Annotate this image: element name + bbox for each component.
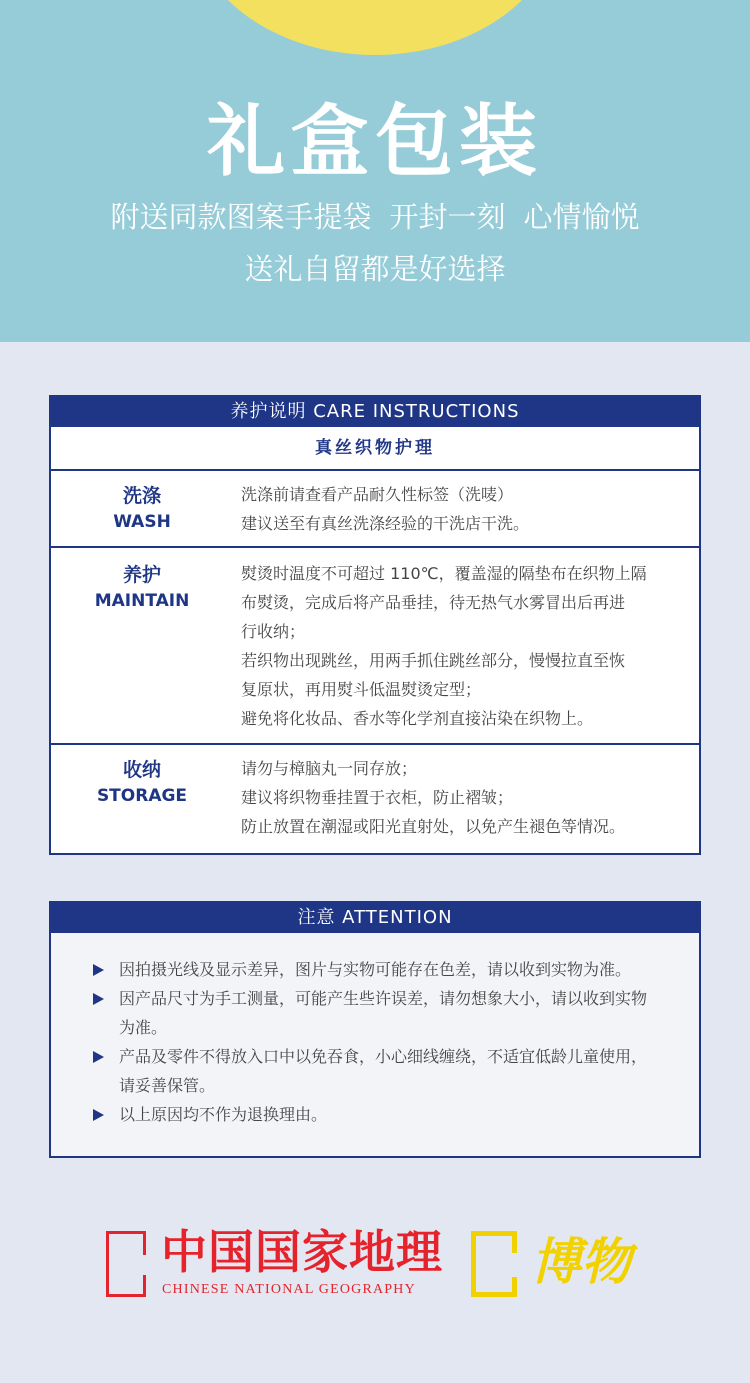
attention-text-line: 以上原因均不作为退换理由。	[119, 1105, 328, 1124]
banner-subtitle-part1: 附送同款图案手提袋	[110, 200, 372, 234]
care-row-text	[241, 754, 681, 841]
cng-logo-cn-text: 中国国家地理	[161, 1225, 443, 1279]
attention-text-line: 为准。	[119, 1018, 168, 1037]
bowu-frame-icon	[471, 1231, 517, 1297]
care-row-text	[241, 559, 681, 733]
cng-logo-en-text: CHINESE NATIONAL GEOGRAPHY	[162, 1282, 416, 1297]
care-text-line: 行收纳；	[241, 622, 306, 641]
bowu-logo-text: 博物	[531, 1233, 631, 1291]
care-instructions-panel	[49, 395, 701, 855]
care-label-en: STORAGE	[96, 786, 188, 806]
gift-box-banner	[0, 0, 750, 342]
attention-item	[91, 955, 669, 984]
sun-decoration	[190, 0, 560, 55]
care-text-line: 请勿与樟脑丸一同存放；	[241, 759, 418, 778]
care-label-cn: 洗涤	[122, 485, 161, 507]
care-label-cn: 养护	[122, 564, 161, 586]
care-label-en: MAINTAIN	[94, 591, 190, 611]
care-text-line: 复原状，再用熨斗低温熨烫定型；	[241, 680, 482, 699]
triangle-bullet-icon	[93, 1109, 104, 1121]
care-text-line: 建议将织物垂挂置于衣柜，防止褶皱；	[241, 788, 514, 807]
attention-panel	[49, 901, 701, 1158]
care-text-line: 防止放置在潮湿或阳光直射处，以免产生褪色等情况。	[241, 817, 626, 836]
brand-logos	[0, 1225, 750, 1303]
care-text-line: 避免将化妆品、香水等化学剂直接沾染在织物上。	[241, 709, 594, 728]
attention-item	[91, 1100, 669, 1129]
cng-frame-icon	[106, 1231, 146, 1297]
care-label-en: WASH	[113, 512, 171, 532]
care-text-line: 熨烫时温度不可超过 110℃，覆盖湿的隔垫布在织物上隔	[241, 564, 647, 583]
care-text-line: 若织物出现跳丝，用两手抓住跳丝部分，慢慢拉直至恢	[241, 651, 626, 670]
banner-subtitle-part2: 开封一刻	[389, 200, 506, 234]
care-text-line: 布熨烫，完成后将产品垂挂，待无热气水雾冒出后再进	[241, 593, 626, 612]
chinese-national-geography-logo	[106, 1225, 443, 1300]
banner-subtitle-line2: 送礼自留都是好选择	[244, 252, 506, 286]
care-label-cn: 收纳	[122, 759, 161, 781]
bowu-logo	[471, 1228, 651, 1300]
banner-subtitle-part3: 心情愉悦	[523, 200, 640, 234]
care-row-storage	[51, 745, 699, 855]
attention-text-line: 因拍摄光线及显示差异，图片与实物可能存在色差，请以收到实物为准。	[119, 960, 632, 979]
care-row-label	[51, 483, 233, 535]
triangle-bullet-icon	[93, 1051, 104, 1063]
care-row-text	[241, 480, 681, 538]
attention-item	[91, 984, 669, 1042]
banner-title: 礼盒包装	[206, 96, 543, 187]
care-row-label	[51, 757, 233, 809]
care-instructions-header: 养护说明 CARE INSTRUCTIONS	[51, 397, 699, 427]
attention-item	[91, 1042, 669, 1100]
care-row-label	[51, 562, 233, 614]
attention-header: 注意 ATTENTION	[51, 903, 699, 933]
triangle-bullet-icon	[93, 964, 104, 976]
care-row-maintain	[51, 548, 699, 745]
banner-subtitle-line1	[0, 197, 750, 237]
silk-care-subheader: 真丝织物护理	[51, 427, 699, 471]
attention-text-line: 产品及零件不得放入口中以免吞食，小心细线缠绕，不适宜低龄儿童使用，	[119, 1047, 648, 1066]
attention-text-line: 因产品尺寸为手工测量，可能产生些许误差，请勿想象大小，请以收到实物	[119, 989, 648, 1008]
attention-text-line: 请妥善保管。	[119, 1076, 216, 1095]
care-row-wash	[51, 471, 699, 548]
triangle-bullet-icon	[93, 993, 104, 1005]
care-text-line: 洗涤前请查看产品耐久性标签（洗唛）	[241, 485, 514, 504]
attention-list	[51, 933, 699, 1129]
care-text-line: 建议送至有真丝洗涤经验的干洗店干洗。	[241, 514, 530, 533]
